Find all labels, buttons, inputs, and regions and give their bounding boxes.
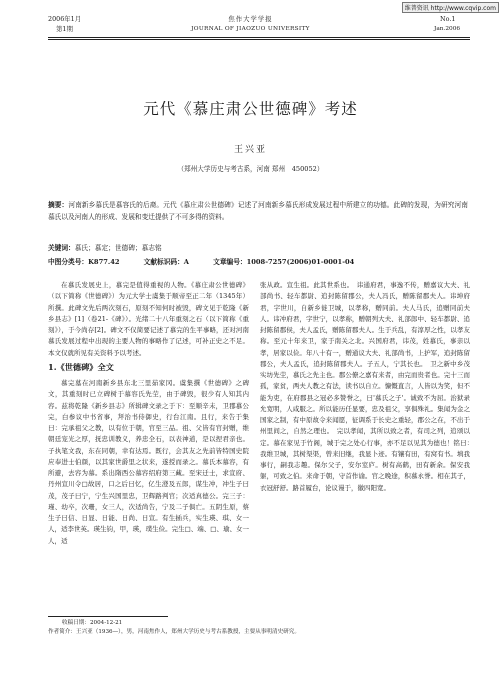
affiliation: （郑州大学历史与考古系，河南 郑州 450052） (177, 165, 324, 173)
section-heading: 1.《世德碑》全文 (48, 362, 114, 372)
header-journal-en: JOURNAL OF JIAOZUO UNIVERSITY (191, 26, 310, 32)
author: 王兴亚 (233, 145, 267, 155)
keywords (48, 242, 468, 252)
left-intro: 在慕氏发展史上，慕完是值得重视的人物。《慕庄肃公世德碑》（以下简称《世德碑》）为元大学士虞集于顺帝至正二年（1345年）所撰。此碑文先后两次刻石，原刻不知何时被毁，碑文见于乾隆《新乡县志》[1]（卷21-《碑》）。光绪二十八年重刻之石（以下简称《重刻》），于今尚存[2]。碑文不仅简要记述了慕完的生平事略，还对河南慕氏发展过程中出现的主要人物的事略作了记述，可补正史之不足。本文仅就所见有关资料予以考述。 (48, 281, 249, 357)
keywords-label: 关键词： (48, 244, 75, 252)
header-rule (48, 37, 470, 38)
header-date: 2006年1月 (48, 15, 82, 23)
footnote-bio: 作者简介：王兴亚（1936—），男，河南焦作人，郑州大学历史与考古系教授，主要从事明清史研究。 (48, 629, 300, 635)
header-date-en: Jan.2006 (434, 26, 461, 32)
header-issue: 第1期 (56, 25, 73, 33)
left-body: 慕完墓在河南新乡县东北三里茹家冈。虞集撰《世德碑》之碑文，其重刻时已立碑树于慕容氏先茔，由于碑毁，很少有人知其内容。兹将乾隆《新乡县志》所辑碑文录之于下：至顺辛未，卫郡慕公完，白参议中书省事，拜治书侍御史，行台江南。且行，来告于集曰：完承祖父之教，以有位于朝，官至三品。祖、父皆有官封赠，维朝廷宠光之厚，抚忠训教义，养忠全石，以表神道，是以捏君亲也。子执笔文我，东在同朝，幸有达焉。既行，会其友之先前皆特国史院应奉进士伯颜，以其家世爵里之状来，遂授而录之。慕氏本慕容，有所避，去容为慕。系出隋西公慕容绍府第三藏。至宋迁士，求宣府、丹州宣川令□故居，口之后曰忆，亿生澄及五郎，谋生冲，冲生子曰茂，茂子曰宁，宁生兴国里忠，卫辉路判官；次适真德公。完三子：瑾、幼卒，次珊，女三人，次适尚告，宁及二子俱亡。五阴生原，蔡生子曰信、日显、日能、日尚、日宣。有生插兵，实生瑛、琪、女一人，适李世英。瑛生钧，甲，瑛，璞生俭。完生□、端、□、瑜、女一人，适 (48, 379, 249, 545)
header-rule-thin (48, 39, 470, 40)
clc-number: 中图分类号：K877.42 (48, 258, 120, 266)
footnote-received: 收稿日期：2004-12-21 (62, 620, 123, 626)
footnote-rule (48, 616, 168, 617)
header-journal-cn: 焦作大学学报 (228, 15, 273, 23)
header-no: No.1 (440, 15, 456, 23)
classification-line (48, 256, 468, 266)
watermark: 维普资讯 http://www.cqvip.com (402, 2, 499, 13)
right-body: 张从政。宣生祖。此其世系也。 讳通府君，事逸不传，赠嘉议大夫、礼部尚书、轻车都尉、追封陈留郡公，夫人冯氏，赠陈留郡夫人。讳坤府君，字世川，自新乡徙卫城，以孝称，赠同前。夫人马氏，追赠同前夫人。讳冲府君，字世宁，以孝称，赠朝列大夫、礼部郎中、轻车都尉、追封陈留郡侯，夫人孟氏，赠陈留郡夫人。生于兵乱，有淳厚之性，以孝友称。至元十年来卫，家于南关之北。兴国府君，讳茂，姓慕氏，事亲以孝，居家以俭。年八十有一，赠通议大夫、礼部尚书，上护军，追封陈留郡公，夫人孟氏，追封陈留郡夫人。子五人，宁其长也。 卫之新中乡茂实坊先茔，慕氏之先主也。郡公僚之嘉有来者，由完而贵者也。完十三而孤，家贫，两夫人教之有法，读书以自立。慷慨直言，人皆以为笑，但不能为吏，在府郡县之冠必多赞誉之，曰'慕氏之子'。诚致不为屈。治狱录允宽明，人咸服之。所以能历任显要，忠及祖父，享俱殊礼。集闻为金之国家之制，有中原故令来闻愿，征调系于长史之重轻，郡公之在，不出于州里间之，自然之理也。 完以孝闻，其所以致之者，有司之列，追颂以定。慕在家见于竹阁，城于完之处心行事，亦不足以见其为德也！铭曰： 我维卫城，其树渠渠，曾来旧继，我显卜迹。有镶有田，有窝有书。填我事行，嗣我志趣。保尔父子，安尔室庐。树有高鹤，田有新余。保安我躯，可致之伯。来命于朝，守首作谕。官之晚途，积慕永誉。相在其子，衣冠舒舒。路首履台，论议谩于，徽四阳宽。 (260, 281, 477, 492)
document-code: 文献标识码：A (143, 258, 189, 266)
paper-title: 元代《慕庄肃公世德碑》考述 (143, 100, 358, 118)
article-number: 文章编号：1008-7257(2006)01-0001-04 (213, 258, 355, 266)
abstract-text: 河南新乡慕氏是慕容氏的后裔。元代《慕庄肃公世德碑》记述了河南新乡慕氏形成发展过程中所建立的功德。此碑的发现，为研究河南慕氏以及河南人的形成、发展和变迁提供了不可多得的资料。 (48, 201, 468, 221)
abstract (48, 200, 468, 223)
keywords-text: 慕氏；慕定；世德碑；慕志铭 (74, 244, 162, 252)
abstract-label: 摘要： (48, 201, 69, 209)
